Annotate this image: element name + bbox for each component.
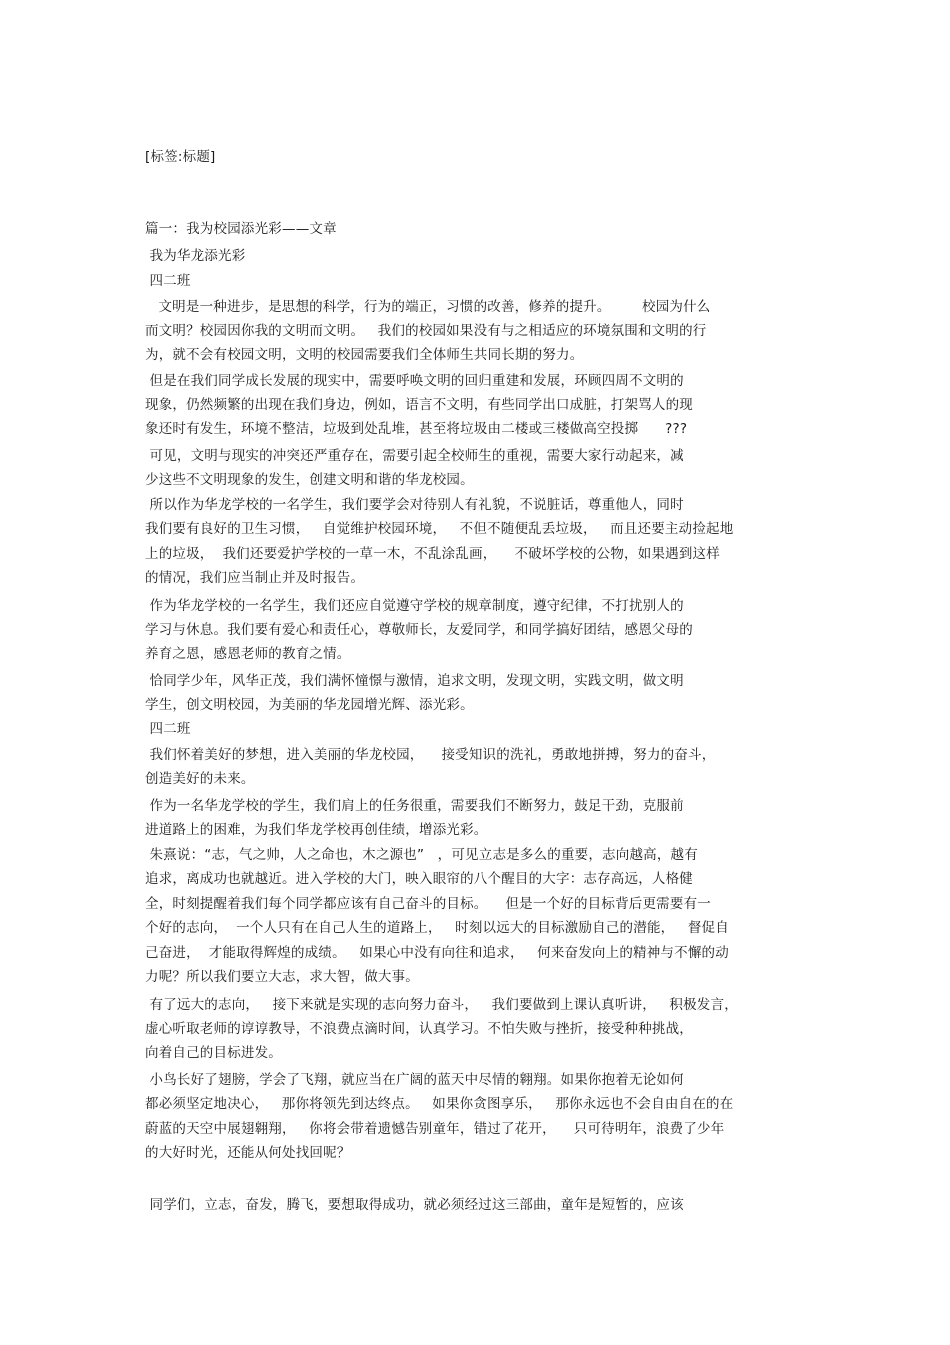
text-line: 都必须坚定地决心， 那你将领先到达终点。 如果你贪图享乐， 那你永远也不会自由自在的在 bbox=[145, 1096, 734, 1112]
text-line: 上的垃圾， 我们还要爱护学校的一草一木，不乱涂乱画， 不破坏学校的公物，如果遇到这样 bbox=[145, 546, 720, 562]
text-line: 我们怀着美好的梦想，进入美丽的华龙校园， 接受知识的洗礼，勇敢地拼搏，努力的奋斗， bbox=[145, 747, 716, 763]
text-line: 个好的志向， 一个人只有在自己人生的道路上， 时刻以远大的目标激励自己的潜能， 督促自 bbox=[145, 920, 729, 936]
text-line: 可见，文明与现实的冲突还严重存在，需要引起全校师生的重视，需要大家行动起来，减 bbox=[145, 448, 684, 464]
document-tag: [标签:标题] bbox=[145, 149, 216, 165]
text-line: 所以作为华龙学校的一名学生，我们要学会对待别人有礼貌，不说脏话，尊重他人，同时 bbox=[145, 497, 684, 513]
text-line: 创造美好的未来。 bbox=[145, 771, 255, 787]
text-line: 文明是一种进步，是思想的科学，行为的端正，习惯的改善，修养的提升。 校园为什么 bbox=[145, 299, 711, 315]
text-line: 现象，仍然频繁的出现在我们身边，例如，语言不文明，有些同学出口成脏，打架骂人的现 bbox=[145, 397, 693, 413]
text-line: 小鸟长好了翅膀，学会了飞翔，就应当在广阔的蓝天中尽情的翱翔。如果你抱着无论如何 bbox=[145, 1072, 684, 1088]
text-line: 有了远大的志向， 接下来就是实现的志向努力奋斗， 我们要做到上课认真听讲， 积极发言， bbox=[145, 997, 738, 1013]
text-line: 而文明？校园因你我的文明而文明。 我们的校园如果没有与之相适应的环境氛围和文明的行 bbox=[145, 323, 707, 339]
article-class: 四二班 bbox=[145, 721, 191, 737]
text-line: 追求，离成功也就越近。进入学校的大门，映入眼帘的八个醒目的大字：志存高远，人格健 bbox=[145, 871, 693, 887]
article-heading: 篇一：我为校园添光彩——文章 bbox=[145, 221, 337, 237]
article-title: 我为华龙添光彩 bbox=[145, 248, 246, 264]
text-line: 进道路上的困难，为我们华龙学校再创佳绩，增添光彩。 bbox=[145, 822, 488, 838]
text-line: 力呢？所以我们要立大志，求大智，做大事。 bbox=[145, 969, 419, 985]
text-line: 恰同学少年，风华正茂，我们满怀憧憬与激情，追求文明，发现文明，实践文明，做文明 bbox=[145, 673, 684, 689]
text-line: 为，就不会有校园文明，文明的校园需要我们全体师生共同长期的努力。 bbox=[145, 347, 584, 363]
text-line: 蔚蓝的天空中展翅翱翔， 你将会带着遗憾告别童年，错过了花开， 只可待明年，浪费了少年 bbox=[145, 1121, 725, 1137]
text-line: 但是在我们同学成长发展的现实中，需要呼唤文明的回归重建和发展，环顾四周不文明的 bbox=[145, 373, 684, 389]
text-line: 养育之恩，感恩老师的教育之情。 bbox=[145, 646, 351, 662]
text-line: 学习与休息。我们要有爱心和责任心，尊敬师长，友爱同学，和同学搞好团结，感恩父母的 bbox=[145, 622, 693, 638]
text-line: 全，时刻提醒着我们每个同学都应该有自己奋斗的目标。 但是一个好的目标背后更需要有一 bbox=[145, 896, 711, 912]
text-line: 朱熹说：“志，气之帅，人之命也，木之源也” ，可见立志是多么的重要，志向越高，越有 bbox=[145, 847, 698, 863]
text-line: 同学们，立志，奋发，腾飞，要想取得成功，就必须经过这三部曲，童年是短暂的，应该 bbox=[145, 1197, 684, 1213]
text-line: 己奋进， 才能取得辉煌的成绩。 如果心中没有向往和追求， 何来奋发向上的精神与不懈的动 bbox=[145, 945, 729, 961]
text-line: 我们要有良好的卫生习惯， 自觉维护校园环境， 不但不随便乱丢垃圾， 而且还要主动捡起地 bbox=[145, 521, 734, 537]
text-line: 的情况，我们应当制止并及时报告。 bbox=[145, 570, 365, 586]
article-class: 四二班 bbox=[145, 273, 191, 289]
text-line: 象还时有发生，环境不整洁，垃圾到处乱堆，甚至将垃圾由二楼或三楼做高空投掷 ??? bbox=[145, 421, 688, 437]
text-line: 虚心听取老师的谆谆教导，不浪费点滴时间，认真学习。不怕失败与挫折，接受种种挑战， bbox=[145, 1021, 693, 1037]
text-line: 作为华龙学校的一名学生，我们还应自觉遵守学校的规章制度，遵守纪律，不打扰别人的 bbox=[145, 598, 684, 614]
text-line: 少这些不文明现象的发生，创建文明和谐的华龙校园。 bbox=[145, 472, 474, 488]
text-line: 作为一名华龙学校的学生，我们肩上的任务很重，需要我们不断努力，鼓足干劲，克服前 bbox=[145, 798, 684, 814]
text-line: 的大好时光，还能从何处找回呢？ bbox=[145, 1145, 351, 1161]
text-line: 学生，创文明校园，为美丽的华龙园增光辉、添光彩。 bbox=[145, 697, 474, 713]
text-line: 向着自己的目标进发。 bbox=[145, 1045, 282, 1061]
